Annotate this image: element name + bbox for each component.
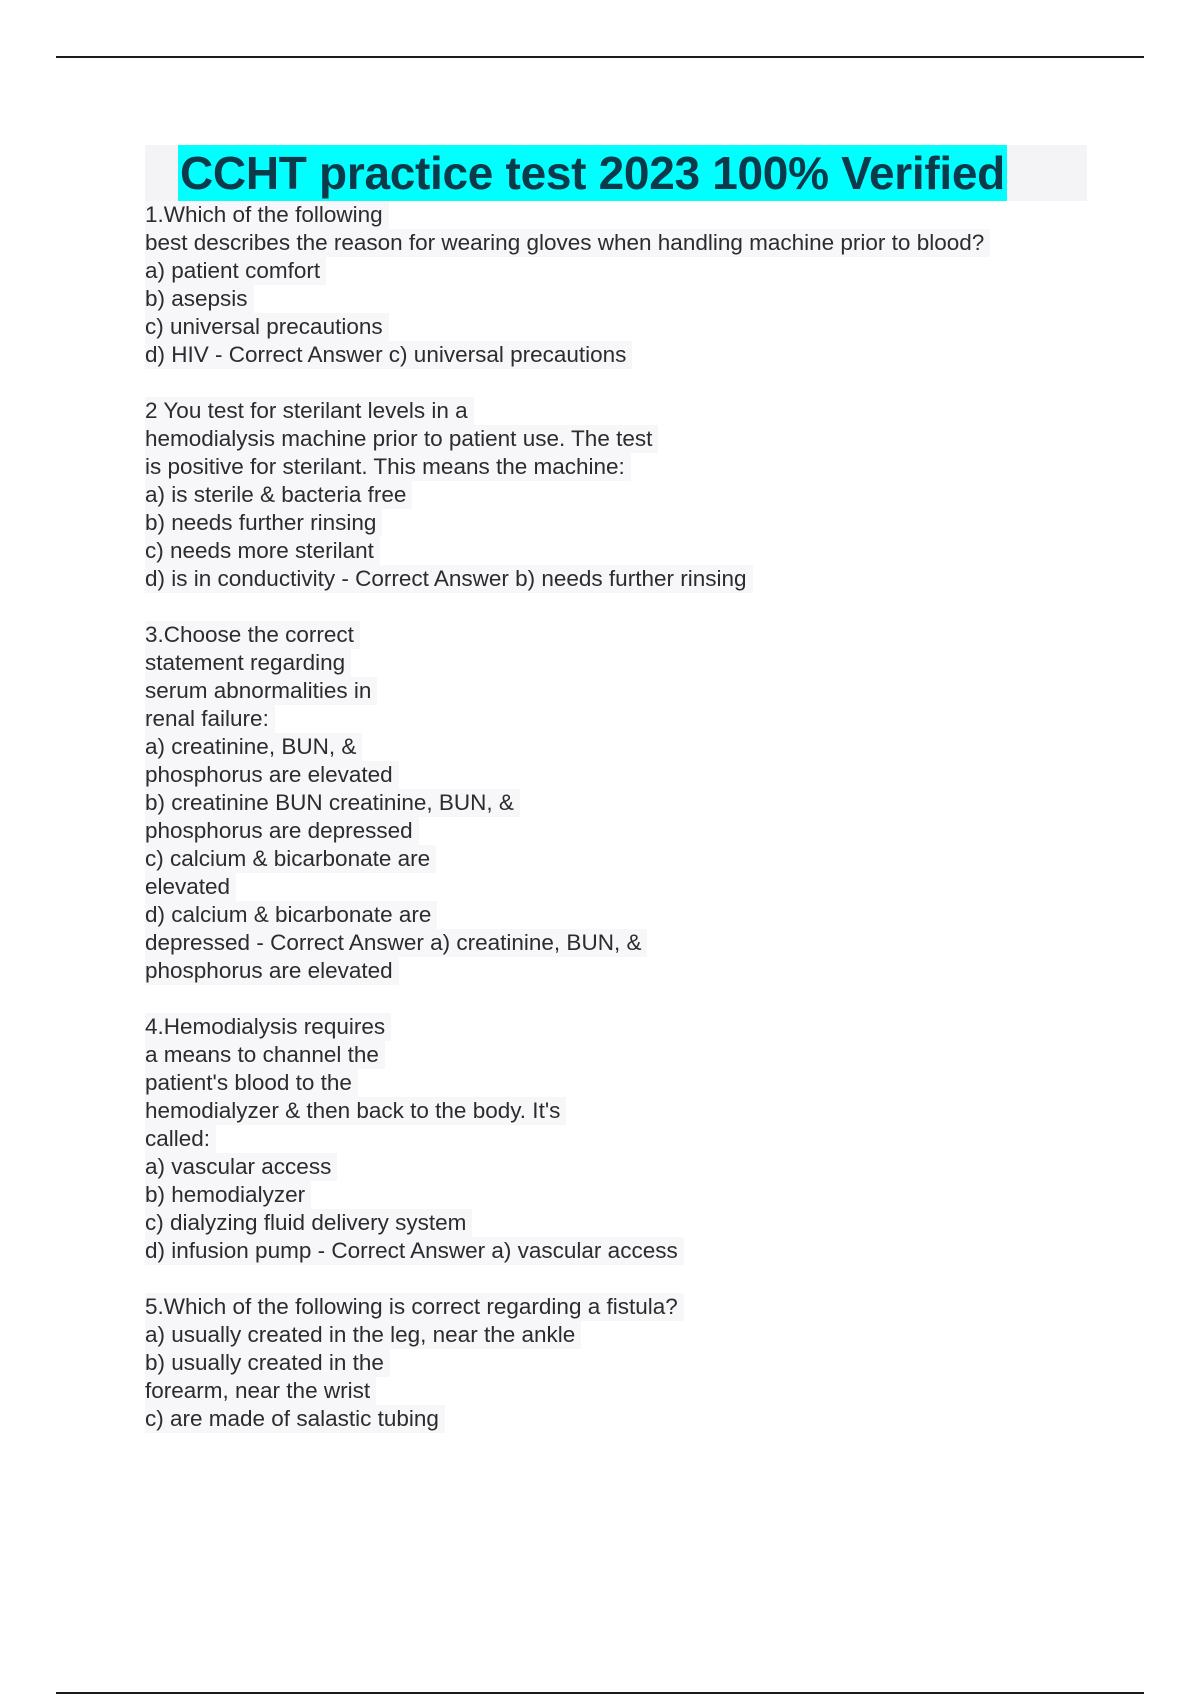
question-4 (145, 1013, 1075, 1265)
question-4-line-1: 4.Hemodialysis requires (145, 1013, 391, 1041)
question-2-option-a: a) is sterile & bacteria free (145, 481, 412, 509)
question-3-line-1: 3.Choose the correct (145, 621, 360, 649)
question-2-line-1: 2 You test for sterilant levels in a (145, 397, 474, 425)
question-1-option-c: c) universal precautions (145, 313, 389, 341)
question-4-option-c: c) dialyzing fluid delivery system (145, 1209, 472, 1237)
question-4-option-d-answer: d) infusion pump - Correct Answer a) vascular access (145, 1237, 684, 1265)
question-2 (145, 397, 1075, 593)
question-3-option-a: a) creatinine, BUN, & (145, 733, 362, 761)
question-5-option-b-cont: forearm, near the wrist (145, 1377, 376, 1405)
question-2-option-b: b) needs further rinsing (145, 509, 382, 537)
question-3-option-c: c) calcium & bicarbonate are (145, 845, 436, 873)
question-5 (145, 1293, 1075, 1433)
question-3-answer-cont: phosphorus are elevated (145, 957, 399, 985)
question-1-option-b: b) asepsis (145, 285, 254, 313)
question-1-option-a: a) patient comfort (145, 257, 326, 285)
question-3-option-d: d) calcium & bicarbonate are (145, 901, 437, 929)
question-3-option-c-cont: elevated (145, 873, 236, 901)
question-3-line-4: renal failure: (145, 705, 275, 733)
question-2-line-2: hemodialysis machine prior to patient use. The test (145, 425, 658, 453)
question-2-option-c: c) needs more sterilant (145, 537, 380, 565)
question-3-line-2: statement regarding (145, 649, 351, 677)
question-1-line-1: 1.Which of the following (145, 201, 389, 229)
question-3-option-b: b) creatinine BUN creatinine, BUN, & (145, 789, 520, 817)
question-4-option-a: a) vascular access (145, 1153, 337, 1181)
document-title: CCHT practice test 2023 100% Verified (180, 147, 1005, 199)
page-top-rule (56, 56, 1144, 58)
question-3-option-a-cont: phosphorus are elevated (145, 761, 399, 789)
question-3-line-3: serum abnormalities in (145, 677, 377, 705)
question-4-line-3: patient's blood to the (145, 1069, 358, 1097)
page-bottom-rule (56, 1692, 1144, 1694)
question-4-option-b: b) hemodialyzer (145, 1181, 311, 1209)
question-3-option-b-cont: phosphorus are depressed (145, 817, 419, 845)
question-1-line-2: best describes the reason for wearing gloves when handling machine prior to blood? (145, 229, 990, 257)
question-4-line-2: a means to channel the (145, 1041, 385, 1069)
question-list (145, 201, 1075, 1461)
question-1 (145, 201, 1075, 369)
question-5-option-b: b) usually created in the (145, 1349, 390, 1377)
question-5-option-a: a) usually created in the leg, near the ankle (145, 1321, 581, 1349)
question-2-option-d-answer: d) is in conductivity - Correct Answer b) needs further rinsing (145, 565, 753, 593)
question-4-line-5: called: (145, 1125, 216, 1153)
question-5-option-c: c) are made of salastic tubing (145, 1405, 445, 1433)
question-5-line-1: 5.Which of the following is correct regarding a fistula? (145, 1293, 684, 1321)
question-1-option-d-answer: d) HIV - Correct Answer c) universal precautions (145, 341, 632, 369)
question-4-line-4: hemodialyzer & then back to the body. It's (145, 1097, 566, 1125)
question-3 (145, 621, 1075, 985)
question-2-line-3: is positive for sterilant. This means the machine: (145, 453, 631, 481)
question-3-option-d-answer: depressed - Correct Answer a) creatinine, BUN, & (145, 929, 647, 957)
